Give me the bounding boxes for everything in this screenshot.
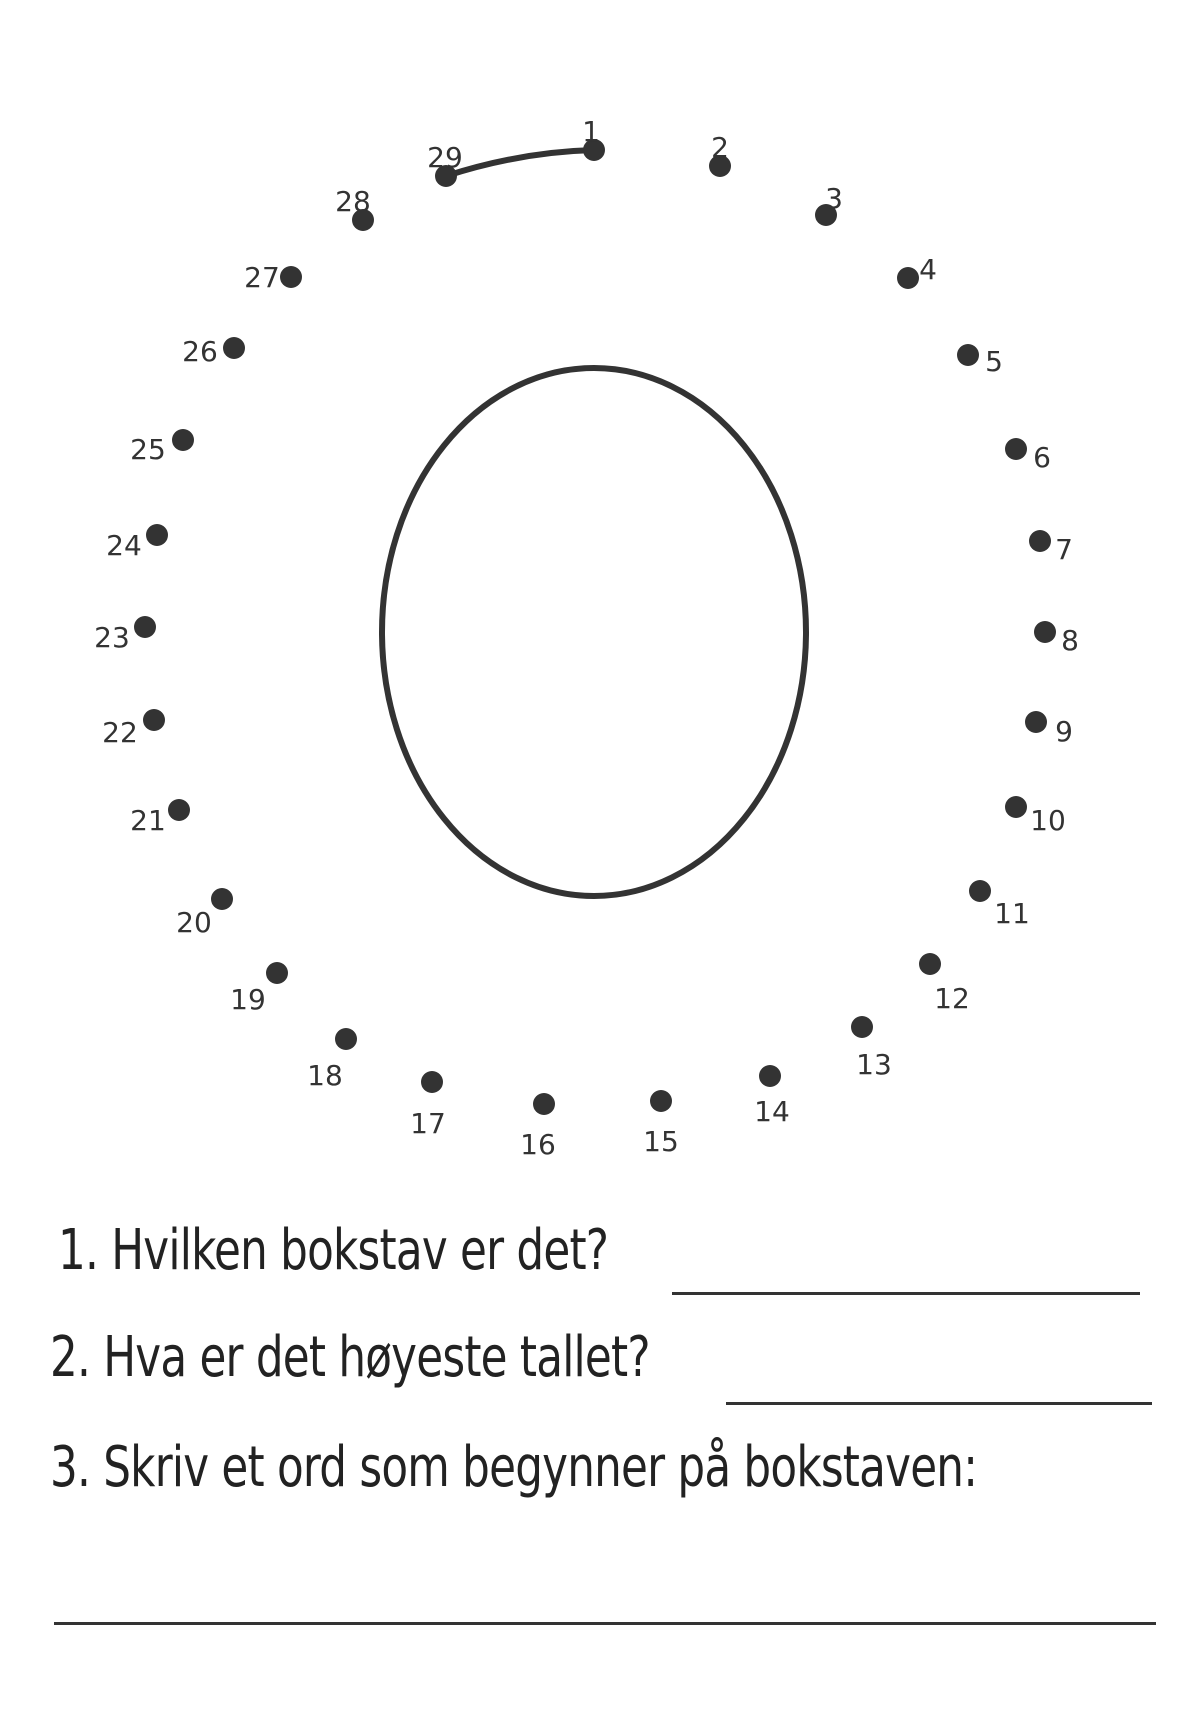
dot-label-29: 29 (427, 141, 463, 174)
dot-label-28: 28 (335, 185, 371, 218)
dot-label-10: 10 (1030, 804, 1066, 837)
dot-8[interactable] (1034, 621, 1056, 643)
dot-27[interactable] (280, 266, 302, 288)
dot-label-1: 1 (582, 115, 600, 148)
dot-26[interactable] (223, 337, 245, 359)
dot-5[interactable] (957, 344, 979, 366)
dot-label-17: 17 (410, 1107, 446, 1140)
dot-19[interactable] (266, 962, 288, 984)
answer-line-2[interactable] (726, 1402, 1152, 1405)
dot-11[interactable] (969, 880, 991, 902)
dot-label-9: 9 (1055, 715, 1073, 748)
question-1 (58, 1218, 608, 1283)
dot-label-20: 20 (176, 906, 212, 939)
dot-23[interactable] (134, 616, 156, 638)
dot-21[interactable] (168, 799, 190, 821)
dot-layer (94, 115, 1079, 1161)
dot-label-11: 11 (994, 897, 1030, 930)
dot-10[interactable] (1005, 796, 1027, 818)
dot-label-13: 13 (856, 1048, 892, 1081)
connected-line-29-to-1 (446, 150, 594, 176)
dot-label-16: 16 (520, 1128, 556, 1161)
question-2-text: Hva er det høyeste tallet? (103, 1325, 650, 1390)
dot-24[interactable] (146, 524, 168, 546)
dot-16[interactable] (533, 1093, 555, 1115)
question-1-text: Hvilken bokstav er det? (111, 1218, 609, 1283)
dot-12[interactable] (919, 953, 941, 975)
dot-9[interactable] (1025, 711, 1047, 733)
letter-o-inner-outline (382, 368, 806, 896)
dot-25[interactable] (172, 429, 194, 451)
dot-20[interactable] (211, 888, 233, 910)
question-3-text: Skriv et ord som begynner på bokstaven: (103, 1435, 978, 1500)
answer-line-3[interactable] (54, 1622, 1156, 1625)
dot-18[interactable] (335, 1028, 357, 1050)
question-2 (50, 1325, 650, 1390)
dot-label-5: 5 (985, 345, 1003, 378)
dot-label-21: 21 (130, 804, 166, 837)
dot-label-7: 7 (1055, 533, 1073, 566)
dot-label-4: 4 (919, 253, 937, 286)
dot-label-23: 23 (94, 621, 130, 654)
dot-label-14: 14 (754, 1095, 790, 1128)
dot-label-19: 19 (230, 983, 266, 1016)
dot-label-8: 8 (1061, 624, 1079, 657)
dot-22[interactable] (143, 709, 165, 731)
dot-label-6: 6 (1033, 441, 1051, 474)
dot-7[interactable] (1029, 530, 1051, 552)
question-3-number: 3. (50, 1435, 91, 1500)
dot-4[interactable] (897, 267, 919, 289)
dot-label-25: 25 (130, 433, 166, 466)
question-3 (50, 1435, 977, 1500)
dot-6[interactable] (1005, 438, 1027, 460)
question-2-number: 2. (50, 1325, 91, 1390)
dot-15[interactable] (650, 1090, 672, 1112)
dot-label-22: 22 (102, 716, 138, 749)
dot-14[interactable] (759, 1065, 781, 1087)
dot-label-3: 3 (825, 182, 843, 215)
question-1-number: 1. (58, 1218, 99, 1283)
dot-label-24: 24 (106, 529, 142, 562)
dot-label-18: 18 (307, 1059, 343, 1092)
dot-17[interactable] (421, 1071, 443, 1093)
dot-label-2: 2 (711, 131, 729, 164)
dot-label-26: 26 (182, 335, 218, 368)
dot-13[interactable] (851, 1016, 873, 1038)
dot-label-27: 27 (244, 261, 280, 294)
dot-label-12: 12 (934, 982, 970, 1015)
dot-label-15: 15 (643, 1125, 679, 1158)
answer-line-1[interactable] (672, 1292, 1140, 1295)
